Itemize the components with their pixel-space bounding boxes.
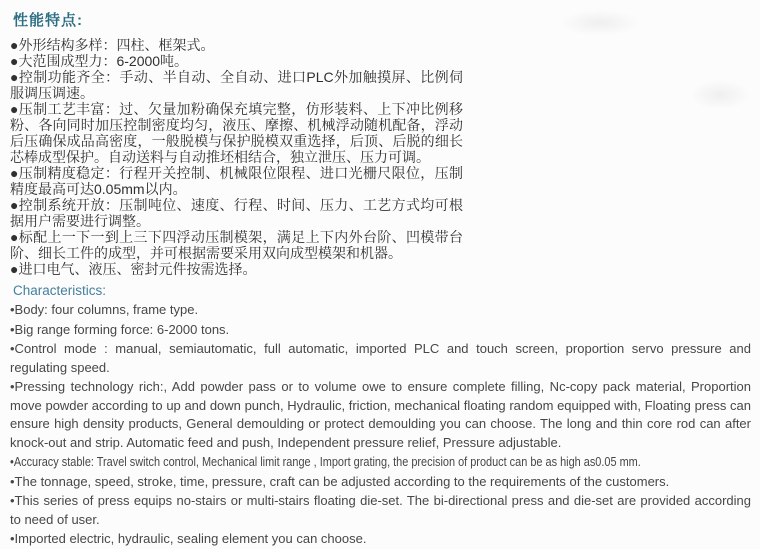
cn-bullet-list bbox=[10, 37, 463, 277]
en-bullet-list bbox=[10, 301, 751, 549]
bullet-text: ●进口电气、液压、密封元件按需选择。 bbox=[10, 261, 257, 277]
cn-section-title: 性能特点: bbox=[13, 12, 83, 29]
bullet-item bbox=[10, 321, 751, 340]
bullet-item bbox=[10, 101, 463, 165]
bullet-text: ●大范围成型力：6-2000吨。 bbox=[10, 53, 189, 69]
bullet-text: •Control mode : manual, semiautomatic, full automatic, imported PLC and touch screen, proportion servo pressure and regulating speed. bbox=[10, 341, 751, 375]
bullet-item bbox=[10, 69, 463, 101]
bullet-text: ●标配上一下一到上三下四浮动压制模架，满足上下内外台阶、凹模带台阶、细长工件的成型，并可根据需要采用双向成型模架和机器。 bbox=[10, 229, 463, 261]
bullet-text: ●控制功能齐全：手动、半自动、全自动、进口PLC外加触摸屏、比例伺服调压调速。 bbox=[10, 69, 463, 101]
bullet-text: •Accuracy stable: Travel switch control, Mechanical limit range , Import grating, the precision of product can be as high as0.05 mm. bbox=[10, 454, 641, 469]
bullet-item bbox=[10, 53, 463, 69]
bullet-item bbox=[10, 453, 751, 472]
bullet-item bbox=[10, 197, 463, 229]
bullet-item bbox=[10, 229, 463, 261]
scan-smudge bbox=[690, 80, 750, 110]
bullet-text: •Imported electric, hydraulic, sealing element you can choose. bbox=[10, 531, 367, 546]
bullet-text: •This series of press equips no-stairs or multi-stairs floating die-set. The bi-directional press and die-set are provided according to need of user. bbox=[10, 493, 751, 527]
bullet-text: ●压制精度稳定：行程开关控制、机械限位限程、进口光栅尺限位，压制精度最高可达0.05mm以内。 bbox=[10, 165, 463, 197]
bullet-item bbox=[10, 473, 751, 492]
bullet-text: •Body: four columns, frame type. bbox=[10, 302, 199, 317]
bullet-item bbox=[10, 492, 751, 529]
bullet-text: ●外形结构多样：四柱、框架式。 bbox=[10, 37, 215, 53]
bullet-item bbox=[10, 37, 463, 53]
bullet-item bbox=[10, 301, 751, 320]
bullet-text: •Pressing technology rich:, Add powder pass or to volume owe to ensure complete filling, Nc-copy pack material, Proportion move powder according to up and down punch, Hydraulic, friction, mechanical floating random equipped with, Floating press can ensure high density products, General demoulding or protect demoulding you can choose. The long and thin core rod can after knock-out and strip. Automatic feed and push, Independent pressure relief, Pressure adjustable. bbox=[10, 379, 751, 450]
bullet-item bbox=[10, 261, 463, 277]
bullet-text: •The tonnage, speed, stroke, time, pressure, craft can be adjusted according to the requirements of the customers. bbox=[10, 473, 670, 489]
bullet-item bbox=[10, 165, 463, 197]
bullet-text: •Big range forming force: 6-2000 tons. bbox=[10, 321, 230, 337]
en-section-title: Characteristics: bbox=[13, 283, 107, 298]
bullet-text: ●压制工艺丰富：过、欠量加粉确保充填完整，仿形装料、上下冲比例移粉、各向同时加压控制密度均匀，液压、摩擦、机械浮动随机配备，浮动后压确保成品高密度，一般脱模与保护脱模双重选择，后顶、后脱的细长芯棒成型保护。自动送料与自动推坯相结合，独立泄压、压力可调。 bbox=[10, 101, 463, 165]
bullet-text: ●控制系统开放：压制吨位、速度、行程、时间、压力、工艺方式均可根据用户需要进行调整。 bbox=[10, 197, 463, 229]
bullet-item bbox=[10, 378, 751, 452]
bullet-item bbox=[10, 340, 751, 377]
